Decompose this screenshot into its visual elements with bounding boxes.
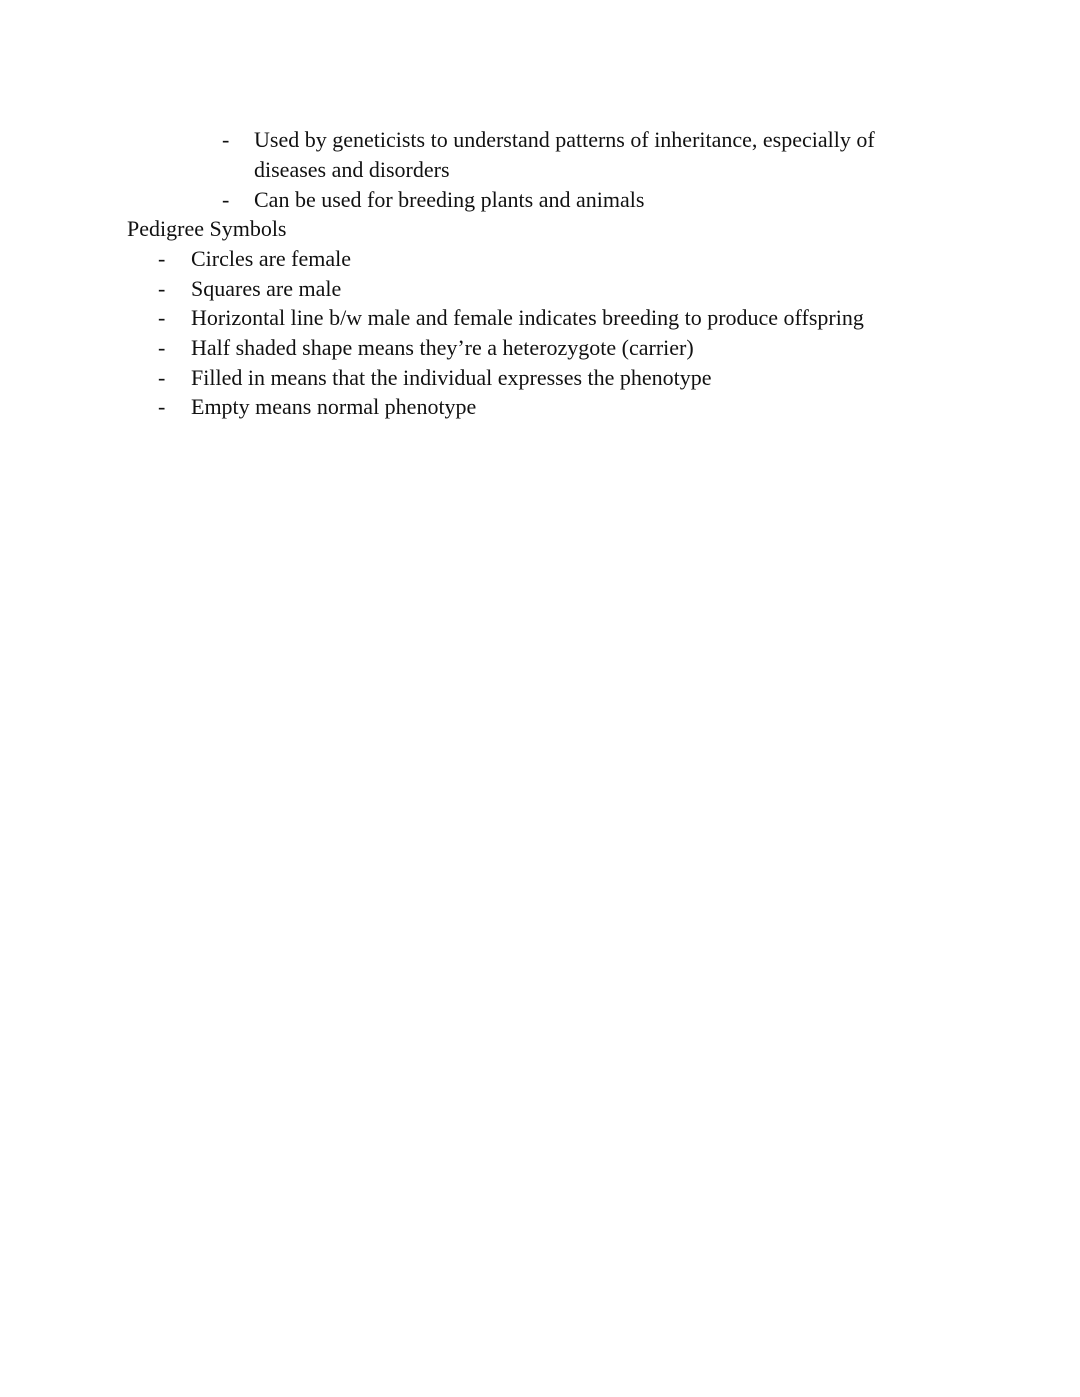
sub-bullet-text-line: Can be used for breeding plants and animals — [254, 187, 645, 212]
section-heading: Pedigree Symbols — [127, 216, 287, 241]
bullet-dash: - — [222, 127, 230, 152]
bullet-dash: - — [158, 305, 166, 330]
bullet-dash: - — [158, 365, 166, 390]
bullet-dash: - — [222, 187, 230, 212]
list-item: Horizontal line b/w male and female indicates breeding to produce offspring — [191, 305, 864, 330]
list-item: Circles are female — [191, 246, 352, 271]
bullet-dash: - — [158, 246, 166, 271]
sub-bullet-text-line: diseases and disorders — [254, 157, 450, 182]
bullet-dash: - — [158, 394, 166, 419]
list-item: Half shaded shape means they’re a heterozygote (carrier) — [191, 335, 694, 360]
list-item: Squares are male — [191, 276, 342, 301]
sub-bullet-text-line: Used by geneticists to understand patterns of inheritance, especially of — [254, 127, 875, 152]
bullet-dash: - — [158, 276, 166, 301]
list-item: Empty means normal phenotype — [191, 394, 477, 419]
bullet-dash: - — [158, 335, 166, 360]
list-item: Filled in means that the individual expresses the phenotype — [191, 365, 712, 390]
